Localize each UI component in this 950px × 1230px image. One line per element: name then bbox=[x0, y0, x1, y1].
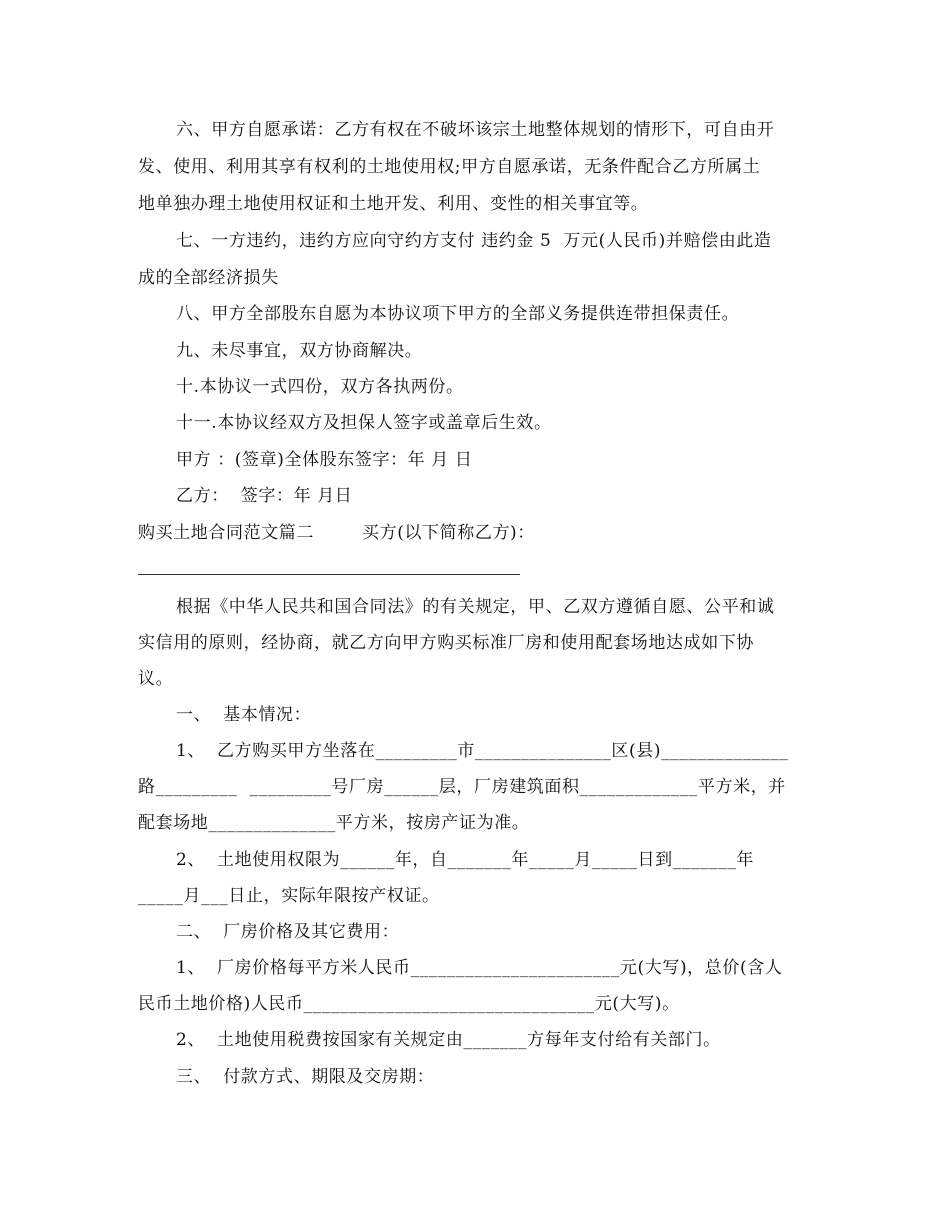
price-item-1-line-1: 1、 厂房价格每平方米人民币_______________________元(大写)，总价(含人 bbox=[176, 958, 783, 978]
heading-price-fees: 二、 厂房价格及其它费用： bbox=[176, 922, 400, 942]
clause-6-line-3: 地单独办理土地使用权证和土地开发、利用、变性的相关事宜等。 bbox=[138, 194, 649, 214]
preamble-line-2: 实信用的原则，经协商，就乙方向甲方购买标准厂房和使用配套场地达成如下协 bbox=[138, 633, 754, 653]
clause-7-line-1: 七、一方违约，违约方应向守约方支付 违约金 5 万元(人民币)并赔偿由此造 bbox=[176, 231, 772, 251]
item-1-location-line-1: 1、 乙方购买甲方坐落在_________市_______________区(县)______________ bbox=[176, 741, 789, 761]
clause-10: 十.本协议一式四份，双方各执两份。 bbox=[176, 377, 464, 397]
item-2-land-term-line-1: 2、 土地使用权限为______年，自_______年_____月_____日到_______年 bbox=[176, 850, 755, 870]
clause-6-line-2: 发、使用、利用其享有权利的土地使用权;甲方自愿承诺，无条件配合乙方所属土 bbox=[138, 157, 761, 177]
clause-6-line-1: 六、甲方自愿承诺：乙方有权在不破坏该宗土地整体规划的情形下，可自由开 bbox=[176, 120, 775, 140]
item-2-land-term-line-2: _____月___日止，实际年限按产权证。 bbox=[138, 886, 440, 906]
heading-basic-info: 一、 基本情况： bbox=[176, 705, 312, 725]
clause-7-line-2: 成的全部经济损失 bbox=[138, 268, 279, 288]
item-1-location-line-2: 路_________ _________号厂房______层，厂房建筑面积_____________平方米，并 bbox=[138, 777, 786, 797]
item-1-location-line-3: 配套场地______________平方米，按房产证为准。 bbox=[138, 813, 530, 833]
price-item-1-line-2: 民币土地价格)人民币________________________________元(大写)。 bbox=[138, 994, 680, 1014]
party-a-signature: 甲方 ：(签章)全体股东签字：年 月 日 bbox=[176, 450, 473, 470]
heading-payment-terms: 三、 付款方式、期限及交房期： bbox=[176, 1067, 435, 1087]
clause-9: 九、未尽事宜，双方协商解决。 bbox=[176, 341, 423, 361]
preamble-line-1: 根据《中华人民共和国合同法》的有关规定，甲、乙双方遵循自愿、公平和诚 bbox=[176, 597, 775, 617]
clause-8: 八、甲方全部股东自愿为本协议项下甲方的全部义务提供连带担保责任。 bbox=[176, 304, 740, 324]
party-b-signature: 乙方： 签字：年 月日 bbox=[176, 486, 353, 506]
buyer-name-blank-rule bbox=[138, 574, 520, 575]
price-item-2: 2、 土地使用税费按国家有关规定由_______方每年支付给有关部门。 bbox=[176, 1030, 721, 1050]
clause-11: 十一.本协议经双方及担保人签字或盖章后生效。 bbox=[176, 413, 552, 433]
preamble-line-3: 议。 bbox=[138, 669, 174, 689]
section-title-part-2: 购买土地合同范文篇二 买方(以下简称乙方)： bbox=[138, 523, 535, 543]
